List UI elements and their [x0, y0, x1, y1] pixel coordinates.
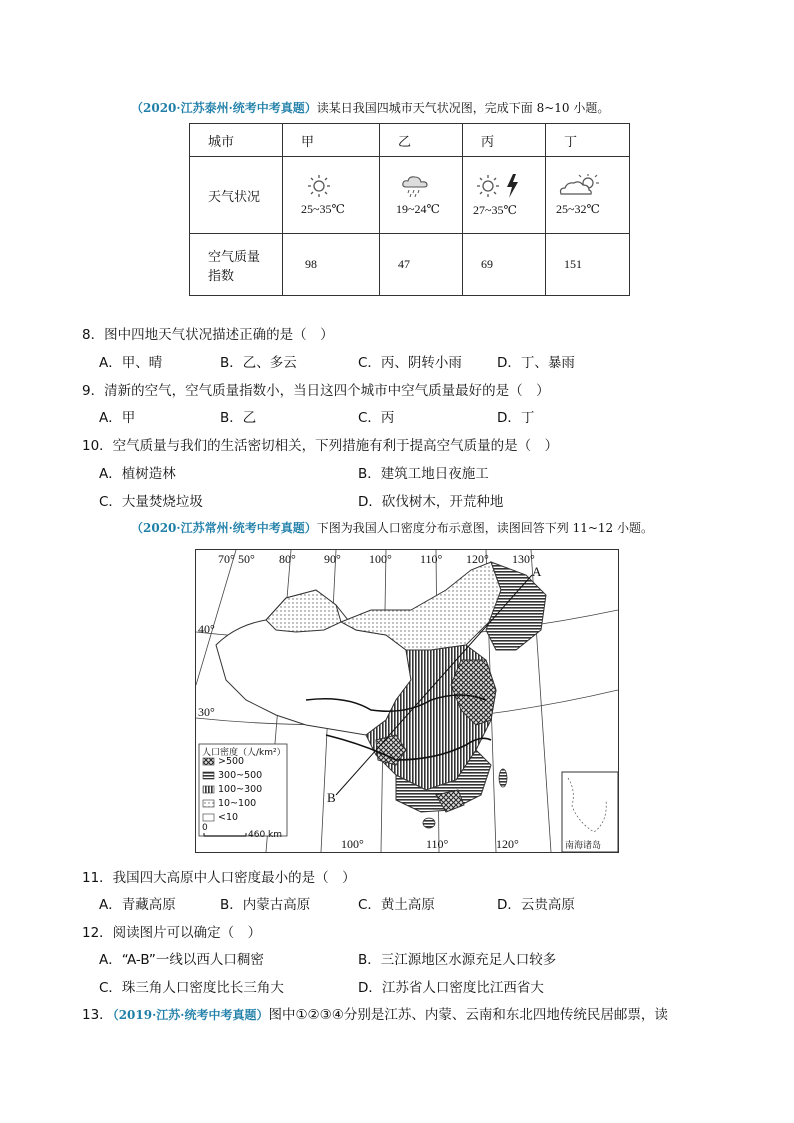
lon-110: 110°	[420, 552, 443, 566]
q10-option-b[interactable]: B．建筑工地日夜施工	[358, 466, 489, 482]
lon-70: 70°	[218, 552, 235, 566]
legend-title: 人口密度（人/km²）	[202, 748, 286, 758]
population-density-map	[195, 549, 619, 853]
q12-option-c[interactable]: C．珠三角人口密度比长三角大	[99, 980, 284, 996]
q13-text: 图中①②③④分别是江苏、内蒙、云南和东北四地传统民居邮票，读	[268, 1007, 668, 1023]
legend-swatch-dots	[203, 800, 214, 807]
header-city: 城市	[190, 124, 283, 157]
temp-yi: 19~24℃	[396, 201, 440, 216]
weather-label: 天气状况	[190, 157, 283, 234]
legend-item-3: 100~300	[218, 784, 263, 795]
intro-line-1	[131, 99, 609, 116]
q8-option-a[interactable]: A．甲、晴	[99, 355, 163, 371]
question-11: 11．我国四大高原中人口密度最小的是（ ）	[82, 870, 356, 886]
legend-item-4: 10~100	[218, 798, 257, 809]
q12-option-a[interactable]: A．“A-B”一线以西人口稠密	[99, 952, 264, 968]
lon-130: 130°	[512, 552, 535, 566]
header-bing: 丙	[463, 124, 546, 157]
point-a-label: A	[532, 564, 542, 579]
aqi-bing: 69	[481, 257, 493, 271]
q9-option-a[interactable]: A．甲	[99, 410, 136, 426]
q11-option-d[interactable]: D．云贵高原	[497, 897, 575, 913]
lon-80: 80°	[279, 552, 296, 566]
q10-option-c[interactable]: C．大量焚烧垃圾	[99, 494, 203, 510]
question-8: 8．图中四地天气状况描述正确的是（ ）	[82, 327, 334, 343]
q13-number: 13．	[82, 1007, 113, 1023]
lon-50: 50°	[238, 552, 255, 566]
lon-bottom-110: 110°	[426, 837, 449, 851]
weather-cell-jia	[283, 157, 380, 234]
aqi-label-line-2: 指数	[208, 268, 235, 284]
aqi-label	[190, 234, 283, 296]
question-9: 9．清新的空气，空气质量指数小，当日这四个城市中空气质量最好的是（ ）	[82, 383, 550, 399]
q8-option-d[interactable]: D．丁、暴雨	[497, 355, 575, 371]
intro-text: 下图为我国人口密度分布示意图，读图回答下列 11~12 小题。	[316, 521, 653, 535]
aqi-yi: 47	[398, 257, 410, 271]
q10-option-d[interactable]: D．砍伐树木，开荒种地	[358, 494, 504, 510]
question-13	[82, 1003, 668, 1023]
source-tag: （2020·江苏常州·统考中考真题）	[131, 521, 317, 535]
legend-swatch-horizontal	[203, 772, 214, 779]
lon-100: 100°	[369, 552, 392, 566]
header-ding: 丁	[546, 124, 630, 157]
q8-option-c[interactable]: C．丙、阴转小雨	[358, 355, 462, 371]
q11-option-c[interactable]: C．黄土高原	[358, 897, 435, 913]
q12-option-d[interactable]: D．江苏省人口密度比江西省大	[358, 980, 544, 996]
weather-table	[189, 123, 630, 296]
weather-cell-ding	[546, 157, 630, 234]
legend-swatch-vertical	[203, 786, 214, 793]
source-tag: （2019·江苏·统考中考真题）	[112, 1008, 269, 1022]
q9-option-b[interactable]: B．乙	[220, 410, 257, 426]
rain-cloud-icon	[400, 174, 462, 198]
question-10: 10．空气质量与我们的生活密切相关，下列措施有利于提高空气质量的是（ ）	[82, 438, 559, 454]
lat-30: 30°	[198, 705, 215, 719]
weather-cell-yi	[380, 157, 463, 234]
aqi-ding: 151	[564, 257, 582, 271]
sun-thunder-icon	[477, 173, 545, 199]
lon-bottom-100: 100°	[341, 837, 364, 851]
temp-jia: 25~35℃	[301, 201, 345, 216]
header-jia: 甲	[283, 124, 380, 157]
q9-option-c[interactable]: C．丙	[358, 410, 395, 426]
q12-option-b[interactable]: B．三江源地区水源充足人口较多	[358, 952, 557, 968]
inset-label: 南海诸岛	[565, 841, 602, 851]
temp-ding: 25~32℃	[556, 201, 600, 216]
aqi-label-line-1: 空气质量	[208, 249, 261, 265]
legend-swatch-blank	[203, 814, 214, 821]
legend-item-5: <10	[218, 812, 239, 823]
legend-item-2: 300~500	[218, 770, 263, 781]
scale-label: 460 km	[248, 830, 283, 840]
sun-icon	[307, 174, 379, 198]
cloudy-icon	[558, 174, 629, 198]
q11-option-b[interactable]: B．内蒙古高原	[220, 897, 311, 913]
aqi-jia: 98	[305, 257, 317, 271]
q8-option-b[interactable]: B．乙、多云	[220, 355, 297, 371]
legend-item-1: >500	[218, 756, 245, 767]
weather-cell-bing	[463, 157, 546, 234]
point-b-label: B	[327, 790, 336, 805]
source-tag: （2020·江苏泰州·统考中考真题）	[131, 101, 317, 115]
legend-swatch-cross	[203, 758, 214, 765]
lat-40: 40°	[198, 622, 215, 636]
intro-line-2	[131, 519, 653, 536]
lon-bottom-120: 120°	[496, 837, 519, 851]
lon-120: 120°	[466, 552, 489, 566]
q10-option-a[interactable]: A．植树造林	[99, 466, 176, 482]
temp-bing: 27~35℃	[473, 202, 517, 217]
header-yi: 乙	[380, 124, 463, 157]
lon-90: 90°	[324, 552, 341, 566]
intro-text: 读某日我国四城市天气状况图，完成下面 8~10 小题。	[316, 101, 610, 115]
scale-zero: 0	[202, 823, 208, 833]
question-12: 12．阅读图片可以确定（ ）	[82, 925, 262, 941]
q9-option-d[interactable]: D．丁	[497, 410, 535, 426]
q11-option-a[interactable]: A．青藏高原	[99, 897, 176, 913]
